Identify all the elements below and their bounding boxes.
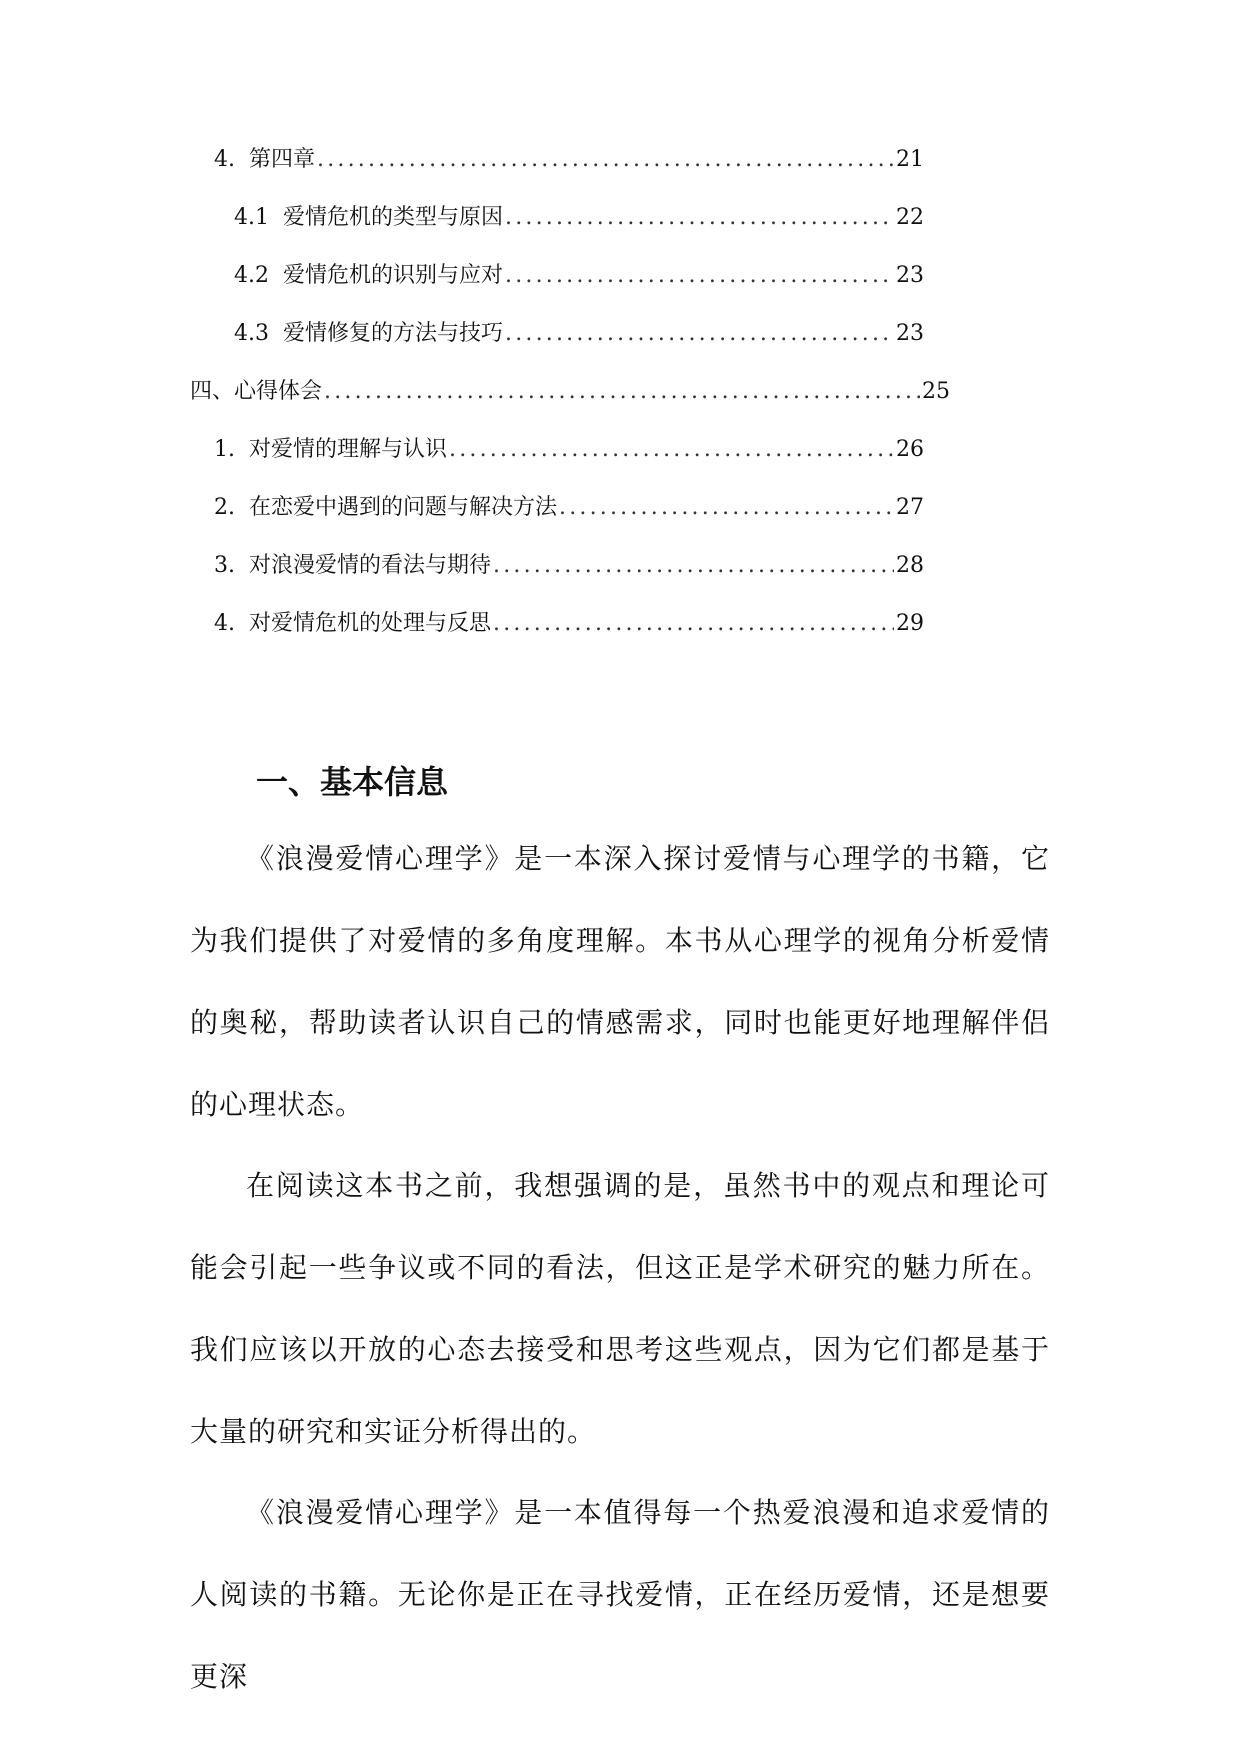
toc-entry-number: 2. xyxy=(214,495,235,520)
toc-dot-leader xyxy=(505,203,894,233)
toc-dot-leader xyxy=(449,435,894,465)
toc-entry-number: 3. xyxy=(214,553,235,578)
toc-entry-title: 爱情修复的方法与技巧 xyxy=(283,321,504,346)
toc-entry-number: 1. xyxy=(214,437,235,462)
toc-entry-page: 23 xyxy=(896,263,924,288)
toc-entry[interactable] xyxy=(214,203,924,233)
toc-dot-leader xyxy=(324,377,920,407)
toc-entry-title: 爱情危机的类型与原因 xyxy=(283,205,504,230)
toc-entry-title: 心得体会 xyxy=(234,379,323,404)
toc-entry[interactable] xyxy=(214,493,924,523)
toc-entry-title: 对爱情危机的处理与反思 xyxy=(249,611,492,636)
toc-entry[interactable] xyxy=(214,145,924,175)
toc-entry-page: 29 xyxy=(896,611,924,636)
toc-entry[interactable] xyxy=(214,319,924,349)
body-paragraph: 在阅读这本书之前，我想强调的是，虽然书中的观点和理论可能会引起一些争议或不同的看法，但这正是学术研究的魅力所在。我们应该以开放的心态去接受和思考这些观点，因为它们都是基于大量的研究和实证分析得出的。 xyxy=(190,1169,1050,1448)
toc-entry[interactable] xyxy=(214,261,924,291)
toc-dot-leader xyxy=(493,609,894,639)
body-paragraph: 《浪漫爱情心理学》是一本深入探讨爱情与心理学的书籍，它为我们提供了对爱情的多角度理解。本书从心理学的视角分析爱情的奥秘，帮助读者认识自己的情感需求，同时也能更好地理解伴侣的心理状态。 xyxy=(190,842,1050,1121)
toc-entry-number: 4. xyxy=(214,147,235,172)
toc-entry[interactable] xyxy=(214,435,924,465)
section-heading: 一、基本信息 xyxy=(256,763,449,801)
toc-entry-page: 23 xyxy=(896,321,924,346)
toc-entry-page: 28 xyxy=(896,553,924,578)
toc-dot-leader xyxy=(559,493,894,523)
toc-entry-page: 26 xyxy=(896,437,924,462)
toc-entry-number: 4.3 xyxy=(234,321,269,346)
toc-entry-title: 爱情危机的识别与应对 xyxy=(283,263,504,288)
toc-entry-number: 4.1 xyxy=(234,205,269,230)
toc-entry-page: 27 xyxy=(896,495,924,520)
toc-entry-number: 四、 xyxy=(190,379,235,404)
toc-entry[interactable] xyxy=(214,609,924,639)
toc-entry-title: 对爱情的理解与认识 xyxy=(249,437,448,462)
toc-entry-page: 25 xyxy=(922,379,950,404)
toc-entry-title: 在恋爱中遇到的问题与解决方法 xyxy=(249,495,558,520)
toc-dot-leader xyxy=(493,551,894,581)
body-paragraph: 《浪漫爱情心理学》是一本值得每一个热爱浪漫和追求爱情的人阅读的书籍。无论你是正在寻找爱情，正在经历爱情，还是想要更深 xyxy=(190,1496,1050,1693)
toc-dot-leader xyxy=(505,261,894,291)
toc-entry-title: 对浪漫爱情的看法与期待 xyxy=(249,553,492,578)
toc-entry-title: 第四章 xyxy=(249,147,316,172)
toc-entry[interactable] xyxy=(214,551,924,581)
toc-entry-number: 4. xyxy=(214,611,235,636)
toc-entry-page: 21 xyxy=(896,147,924,172)
toc-dot-leader xyxy=(317,145,894,175)
toc-entry-page: 22 xyxy=(896,205,924,230)
toc-entry[interactable] xyxy=(190,377,950,407)
toc-dot-leader xyxy=(505,319,894,349)
toc-entry-number: 4.2 xyxy=(234,263,269,288)
